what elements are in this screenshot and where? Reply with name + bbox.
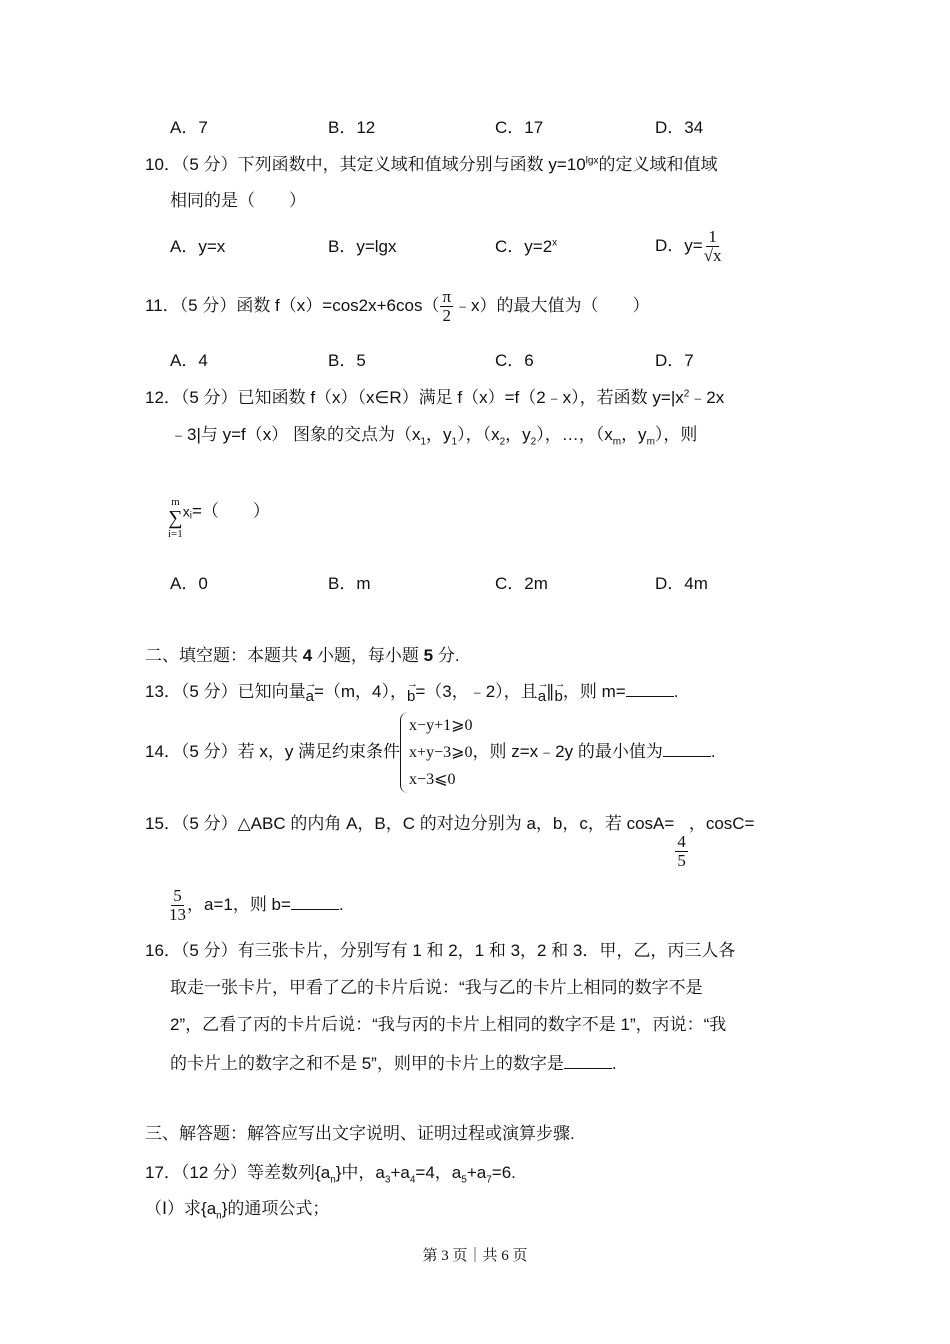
q14-line bbox=[145, 712, 716, 793]
text: +a bbox=[390, 1163, 410, 1182]
subscript: 1 bbox=[420, 436, 427, 448]
numerator: π bbox=[442, 287, 452, 306]
q10-text: （5 分）下列函数中，其定义域和值域分别与函数 y=10 bbox=[180, 155, 586, 174]
text: ，则 z=x﹣2y 的最小值为 bbox=[472, 741, 663, 761]
q10-option-c bbox=[495, 236, 557, 258]
text: （5 分）已知向量 bbox=[180, 682, 306, 701]
sum-lower: i=1 bbox=[168, 528, 183, 540]
vector-b: → b bbox=[407, 686, 415, 708]
q12-text: （5 分）已知函数 f（x）（x∈R）满足 f（x）=f（2﹣x），若函数 y=|x bbox=[180, 388, 684, 407]
section-3-heading: 三、解答题：解答应写出文字说明、证明过程或演算步骤. bbox=[145, 1124, 575, 1143]
q10-option-a: A．y=x bbox=[170, 237, 226, 256]
constraint: x+y−3⩾0 bbox=[409, 744, 473, 761]
q15-line1 bbox=[145, 813, 755, 870]
q12-text-b: ﹣2x bbox=[689, 388, 725, 407]
text: =（m，4）， bbox=[313, 682, 407, 701]
vector-a: → a bbox=[538, 686, 546, 708]
question-number: 10． bbox=[145, 155, 181, 174]
text: ，a=1，则 b= bbox=[187, 894, 291, 914]
text: +a bbox=[466, 1163, 487, 1182]
sigma-symbol: ∑ bbox=[168, 507, 183, 529]
answer-blank bbox=[564, 1052, 612, 1069]
q10-option-b: B．y=lgx bbox=[328, 237, 397, 256]
numerator: 1 bbox=[708, 227, 717, 246]
numerator: 4 bbox=[677, 832, 686, 851]
text: 二、填空题：本题共 bbox=[145, 646, 303, 665]
q10-option-d bbox=[655, 228, 723, 265]
q15-line2 bbox=[168, 887, 344, 924]
sum-upper: m bbox=[171, 496, 180, 508]
text: ﹣3|与 y=f（x） 图象的交点为（x bbox=[170, 425, 421, 444]
text: ），…，（x bbox=[536, 425, 613, 444]
constraint-system bbox=[400, 712, 472, 793]
answer-blank bbox=[663, 740, 711, 757]
text: 分. bbox=[433, 646, 460, 665]
constraint: x−3⩽0 bbox=[409, 771, 456, 788]
text: （5 分）有三张卡片，分别写有 1 和 2，1 和 3，2 和 3．甲，乙，丙三人各 bbox=[180, 941, 736, 960]
q16-line4 bbox=[170, 1052, 617, 1075]
q9-option-d: D．34 bbox=[655, 118, 704, 137]
vector-a: → a bbox=[306, 686, 314, 708]
denominator: 2 bbox=[442, 306, 452, 325]
subscript: n bbox=[216, 1210, 222, 1222]
subscript: m bbox=[646, 436, 655, 448]
text: 的卡片上的数字之和不是 5”，则甲的卡片上的数字是 bbox=[170, 1054, 564, 1073]
q12-option-c: C．2m bbox=[495, 574, 548, 593]
text: ，y bbox=[505, 425, 531, 444]
text: （Ⅰ）求{a bbox=[145, 1199, 217, 1218]
denominator: 5 bbox=[677, 851, 686, 870]
text: }中，a bbox=[335, 1163, 385, 1182]
answer-blank bbox=[626, 680, 674, 697]
option-text: C．y=2 bbox=[495, 237, 553, 256]
exponent: 2 bbox=[683, 388, 690, 400]
summation bbox=[168, 496, 183, 540]
q16-line1 bbox=[145, 940, 735, 962]
text: ，cosC= bbox=[688, 814, 755, 833]
text: =（3，﹣2），且 bbox=[415, 682, 538, 701]
text: ，y bbox=[621, 425, 647, 444]
question-number: 16． bbox=[145, 941, 181, 960]
q11-option-d: D．7 bbox=[655, 351, 694, 370]
text: 5 bbox=[423, 646, 434, 665]
q12-line2 bbox=[170, 424, 697, 446]
subscript: 2 bbox=[530, 436, 537, 448]
text: . bbox=[611, 1054, 617, 1073]
question-number: 14． bbox=[145, 741, 181, 761]
text: ），（x bbox=[457, 425, 500, 444]
q9-option-c: C．17 bbox=[495, 118, 544, 137]
answer-blank bbox=[291, 893, 339, 910]
text: =（ ） bbox=[192, 501, 270, 521]
q10-text-b: 的定义域和值域 bbox=[598, 155, 718, 174]
q12-option-a: A．0 bbox=[170, 574, 208, 593]
q10-line1 bbox=[145, 154, 717, 176]
text: x bbox=[182, 503, 190, 520]
q16-line2: 取走一张卡片，甲看了乙的卡片后说：“我与乙的卡片上相同的数字不是 bbox=[170, 978, 703, 997]
q9-option-a: A．7 bbox=[170, 118, 208, 137]
text: . bbox=[710, 741, 716, 761]
subscript: 5 bbox=[461, 1174, 467, 1186]
q11-option-c: C．6 bbox=[495, 351, 534, 370]
option-text: D．y= bbox=[655, 235, 703, 255]
constraint: x−y+1⩾0 bbox=[409, 717, 473, 734]
q11-line1 bbox=[145, 288, 650, 325]
question-number: 15． bbox=[145, 814, 181, 833]
fraction bbox=[440, 288, 453, 325]
q12-option-b: B．m bbox=[328, 574, 371, 593]
text: （5 分）若 x，y 满足约束条件 bbox=[180, 741, 401, 761]
numerator: 5 bbox=[173, 886, 182, 905]
text: . bbox=[338, 894, 344, 914]
subscript: 3 bbox=[384, 1174, 391, 1186]
denominator: √x bbox=[703, 246, 722, 265]
q17-part1 bbox=[145, 1198, 329, 1220]
q17-line bbox=[145, 1162, 516, 1184]
q16-line3: 2”，乙看了丙的卡片后说：“我与丙的卡片上相同的数字不是 1”，丙说：“我 bbox=[170, 1015, 727, 1034]
text: 小题，每小题 bbox=[312, 646, 424, 665]
q11-option-a: A．4 bbox=[170, 351, 208, 370]
question-number: 11． bbox=[145, 295, 180, 315]
text: =4，a bbox=[415, 1163, 462, 1182]
text: 4 bbox=[302, 646, 313, 665]
text: ，则 m= bbox=[562, 682, 626, 701]
fraction bbox=[675, 833, 688, 870]
question-number: 17． bbox=[145, 1163, 181, 1182]
text: ∥ bbox=[546, 682, 555, 701]
q11-option-b: B．5 bbox=[328, 351, 366, 370]
subscript: 7 bbox=[486, 1174, 492, 1186]
subscript: i bbox=[189, 510, 192, 522]
subscript: m bbox=[612, 436, 622, 448]
q10-exponent: lgx bbox=[585, 155, 599, 167]
option-exponent: x bbox=[552, 237, 558, 249]
q9-option-b: B．12 bbox=[328, 118, 376, 137]
q11-text: （5 分）函数 f（x）=cos2x+6cos（ bbox=[179, 295, 440, 315]
subscript: 4 bbox=[409, 1174, 416, 1186]
text: =6. bbox=[491, 1163, 516, 1182]
vector-b: → b bbox=[555, 686, 563, 708]
subscript: n bbox=[330, 1174, 336, 1186]
text: }的通项公式； bbox=[221, 1199, 330, 1218]
q12-line1 bbox=[145, 387, 724, 409]
section-2-heading bbox=[145, 645, 460, 667]
q13-line bbox=[145, 680, 678, 704]
subscript: 1 bbox=[451, 436, 458, 448]
text: . bbox=[673, 682, 679, 701]
question-number: 12． bbox=[145, 388, 181, 407]
q10-line2: 相同的是（ ） bbox=[170, 191, 306, 210]
subscript: 2 bbox=[499, 436, 506, 448]
q12-sum-line bbox=[168, 496, 270, 540]
q11-text-b: ﹣x）的最大值为（ ） bbox=[454, 295, 650, 315]
question-number: 13． bbox=[145, 682, 181, 701]
text: （12 分）等差数列{a bbox=[180, 1163, 331, 1182]
denominator: 13 bbox=[169, 905, 186, 924]
text: ），则 bbox=[654, 425, 698, 444]
q12-option-d: D．4m bbox=[655, 574, 708, 593]
fraction bbox=[169, 887, 186, 924]
fraction bbox=[704, 228, 722, 265]
text: ，y bbox=[426, 425, 452, 444]
text: （5 分）△ABC 的内角 A，B，C 的对边分别为 a，b，c，若 cosA= bbox=[180, 814, 675, 833]
page-footer: 第 3 页｜共 6 页 bbox=[422, 1248, 528, 1264]
